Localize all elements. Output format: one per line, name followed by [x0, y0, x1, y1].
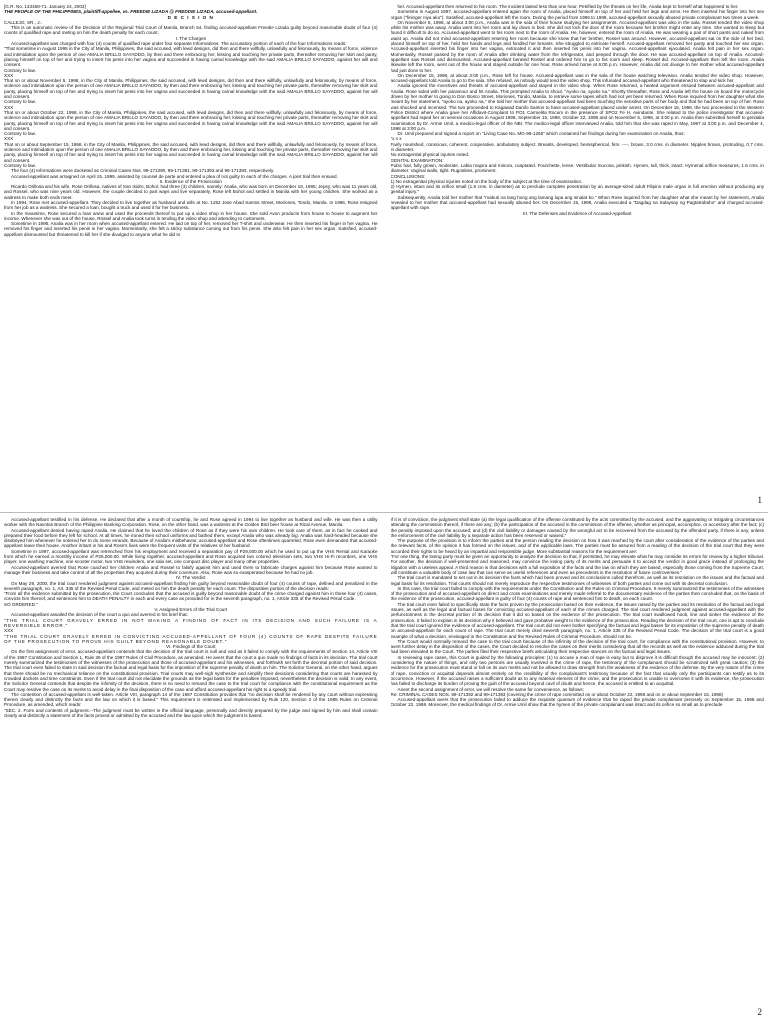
paragraph: 2) Hymen, intact and its orifice small (1.5 cms. in diameter) as to preclude complete penetration by an average-sized adult Filipino male organ in full erection without producing any genital injury." — [390, 184, 764, 195]
decision-heading: D E C I S I O N — [167, 14, 214, 20]
paragraph: Sometime in 1997, accused-appellant was retrenched from his employment and received a separation pay of P29,000.00 which he used to put up the VHS Rental and Karaoke from which he earned a monthly income of P25,000.00. While living together, accused-appellant and Rose acquired two colored television sets, two VHS Hi-Fi recorders, one VHS player, one washing machine, one scooter motor, two VHS rewinders, one sala set, one compact disc player and many other properties. — [4, 548, 378, 565]
page-1-left-column — [4, 4, 378, 494]
paragraph: Contrary to law. — [4, 99, 36, 105]
paragraph: "For one thing, the losing party must be given an opportunity to analyze the decision so that, if permitted, he may elevate what he may consider its errors for review by a higher tribunal. For another, the decision if well-presented and reasoned, may convince the losing party of its merits and persuade it to accept the verdict in good grace instead of prolonging the litigation with a useless appeal. A third reason is that decisions with a full exposition of the facts and the law on which they are based, especially those coming from the Supreme Court, will constitute a valuable body of case law that can serve as useful references and even as precedents in the resolution of future controversies." — [390, 554, 764, 575]
paragraph: her. Accused-appellant then returned to his room. The incident lasted less than one hour. Petrified by the threats on her life, Analia kept to herself what happened to her. — [397, 4, 739, 9]
page-number: 2 — [757, 1007, 762, 1017]
page-2-right-column — [391, 517, 765, 1007]
page-number: 1 — [757, 495, 762, 505]
paragraph: In this case, the trial court failed to comply with the requirements under the Constitution and the Rules on Criminal Procedure. It merely summarized the testimonies of the witnesses of the prosecution and of accused-appellant on direct and cross examinations and merely made referral to the documentary evidence of the parties then concluded that, on the basis of the evidence of the prosecution, accused-appellant is guilty of four (4) counts of rape and sentenced him to death, on each count. — [390, 585, 764, 602]
paragraph: Dr. Umil prepared and signed a report on "Living Case No. MG-98-1265" which contained her findings during her examination on Analia, thus: — [397, 131, 685, 137]
paragraph: The trial court is mandated to set out in its decision the facts which had been proved and its conclusions culled therefrom, as well as its resolution on the issues and the factual and legal basis for its resolution. Trial courts should not merely reproduce the respective testimonies of witnesses of both parties and come out with its decretal conclusion. — [390, 575, 764, 586]
section-heading: II. Evidence of the Prosecution — [159, 178, 222, 184]
paragraph: CALLEJO, SR., J.: — [4, 19, 43, 25]
paragraph: SO ORDERED." — [4, 601, 38, 607]
section-heading: III. The Defenses and Evidence of Accused-Appellant — [523, 210, 632, 216]
paragraph: "From all the evidence submitted by the prosecution, the Court concludes that the accused is guilty beyond reasonable doubt of the crime charged against him in these four (4) cases, convicts him thereof, and sentences him to DEATH PENALTY in each and every case as provided for in the seventh paragraph, no. 1, Article 335 of the Revised Penal Code. — [4, 591, 378, 602]
paragraph: No extragenital physical injuries noted. — [390, 152, 470, 158]
paragraph: The purpose of the provision is to inform the parties and the person reading the decision on how it was reached by the court after consideration of the evidence of the parties and the relevant facts, of the opinion it has formed on the issues, and of the applicable laws. The parties must be assured from a reading of the decision of the trial court that they were accorded their rights to be heard by an impartial and responsible judge. More substantial reasons for the requirement are: — [390, 538, 764, 554]
paragraph: The contention of accused-appellant is well-taken. Article VIII, paragraph 14 of the 1987 Constitution provides that "no decision shall be rendered by any court without expressing therein clearly and distinctly the facts and the law on which it is based." This requirement is reiterated and implemented by Rule 120, Section 2 of the 1985 Rules on Criminal Procedure, as amended, which reads: — [4, 691, 378, 708]
paragraph: XXX — [4, 72, 14, 78]
paragraph: In 1994, Rose met accused-appellant. They decided to live together as husband and wife at No. 1252 Jose Abad Santos Street, Moriones, Tondo, Manila. In 1996, Rose resigned from her job as a waitress. She secured a loan, bought a truck and used it for her business. — [4, 199, 378, 211]
paragraph: Contrary to law. — [4, 67, 36, 73]
paragraph: If it is of conviction, the judgment shall state (a) the legal qualification of the offense constituted by the acts committed by the accused, and the aggravating or mitigating circumstances attending the commission thereof, if there are any; (b) the participation of the accused in the commission of the offense, whether as principal, accomplice, or accessory after the fact; (c) the penalty imposed upon the accused; and (d) the civil liability or damages caused by the wrongful act to be recovered from the accused by the offended party, if there is any, unless the enforcement of the civil liability by a separate action has been reserved or waived." — [390, 517, 764, 538]
assigned-error: "THE TRIAL COURT GRAVELY ERRED IN NOT MAKING A FINDING OF FACT IN ITS DECISION AND SUCH FAILURE IS A REVERSIBLE ERROR." — [4, 617, 378, 628]
paragraph: GENITAL EXAMINATION: — [390, 157, 444, 163]
section-heading: IV. The Verdict — [175, 575, 206, 581]
paragraph: Accused-appellant averred that Rose coached her children Analia and Rossel to falsify against him and used them to fabricate charges against him because Rose wanted to manage their business and take control of all the properties they acquired during their coverture. Also, Rose was so exasperated because he had no job. — [4, 564, 378, 575]
paragraph: Accused-appellant was charged with four (4) counts of qualified rape under four separate Informations. The accusatory portion of each of the four Informations reads: — [11, 41, 347, 47]
paragraph: That on or about November 5, 1998, in the City of Manila, Philippines, the said accused, with lewd designs, did then and there willfully, unlawfully and feloniously, by means of force, violence and intimidation upon the person of one AMALIA BRILLO SAYADDO, by then and there embracing her, kissing and touching her private parts, thereafter removing her skirt and panty, placing himself on top of her and trying to insert his penis into her vagina and succeeded in having carnal knowledge with the said AMALIA BRILLO SAYADDO, against her will and consent. — [4, 78, 378, 100]
paragraph: The trial court even failed to specifically state the facts proven by the prosecution based on their evidence, the issues raised by the parties and its resolution of the factual and legal issues, as well as the legal and factual bases for convicting accused-appellant of each of the crimes charged. The trial court rendered judgment against accused-appellant with the perfunctoriness in the decretal portion of its decision that it did so based on the evidence of the prosecution. The trial court swallowed hook, line and sinker the evidence of the prosecution. It failed to explain in its decision why it believed and gave probative weight to the evidence of the prosecution. Reading the decision of the trial court, one is apt to conclude that the trial court ignored the evidence of accused-appellant. The trial court did not even bother specifying the factual and legal bases for its imposition of the supreme penalty of death on accused-appellant for each count of rape. The trial court merely cited seventh paragraph, no. 1, Article 335 of the Revised Penal Code. The decision of the trial court is a good example of what a decision, envisaged in the Constitution and the Revised Rules of Criminal Procedure, should not be. — [390, 601, 764, 639]
paragraph: Accused-appellant denied having raped Analia. He claimed that he loved the children of Rose as if they were his own children. He took care of them, as in fact he cooked and prepared their food before they left for school. At all times, he ironed their school uniforms and bathed them, except Analia who was already big. Analia was hard-headed because she disobeyed him whenever he ordered her to do some errands. Because of Analia's misbehavior, accused-appellant and Rose oftentimes quarreled. Rose even demanded that accused-appellant leave their house. Another irritant in his and Rose's lives were the frequent visits of the relatives of her husband. — [4, 527, 378, 549]
page-2-left-column — [4, 517, 378, 1007]
paragraph: Fairly nourished, conscious, coherent, cooperative, ambulatory subject. Breasts, developed, hemispherical, firm. ----, brown, 3.0 cms. in diameter. Nipples brown, protruding, 0.7 cms. in diameter. — [390, 141, 764, 153]
paragraph: CONCLUSIONS: — [390, 173, 426, 179]
paragraph: On December 15, 1998, at about 3:00 p.m., Rose left for house. Accused-appellant was in the sala of the house watching television. Analia tended the video shop. However, accused-appellant told Analia to go to the sala. She refused, as nobody would tend the video shop. This infuriated accused-appellant who threatened to slap and kick her. — [390, 72, 764, 84]
paragraph: XXX — [4, 104, 14, 110]
paragraph: The Court would normally remand the case to the trial court because of the infirmity of the decision of the trial court, for compliance with the constitutional provision. However, to avert further delay in the disposition of the cases, the Court decided to resolve the cases on their merits considering that all the records as well as the evidence adduced during the trial had been elevated to the Court. The parties filed their respective briefs articulating their respective stances on the factual and legal issues. — [390, 638, 764, 655]
paragraph: That on or about October 22, 1998, in the City of Manila, Philippines, the said accused, with lewd designs, did then and there willfully, unlawfully and feloniously, by means of force, violence and intimidation upon the person of one AMALIA BRILLO SAYADDO, by then and there embracing her, kissing and touching her private parts, thereafter removing her skirt and panty, placing himself on top of her and trying to insert his penis into her vagina and succeeded in having carnal knowledge with the said AMALIA BRILLO SAYADDO, against her will and consent. — [4, 109, 378, 131]
section-heading: VI. Findings of the Court — [165, 644, 216, 650]
paragraph: Contrary to law. — [4, 131, 36, 137]
paragraph: Re: CRIMINAL CASES NOS. 99-171392 and 99-171393 (covering the crime of rape committed on or about October 22, 1998 and on or about September 15, 1998) — [390, 691, 724, 697]
page-2 — [0, 512, 768, 1024]
section-heading: V. Assigned Errors of the Trial Court — [154, 607, 228, 613]
paragraph: XXX — [4, 628, 14, 634]
paragraph: That on or about September 15, 1998, in the City of Manila, Philippines, the said accused, with lewd designs, did then and there willfully, unlawfully and feloniously, by means of force, violence and intimidation upon the person of one AMALIA BRILLO SAYADDO, by then and there embracing her, kissing and touching her private parts, thereafter removing her skirt and panty, placing himself on top of her and trying to insert his penis into her vagina and succeeded in having carnal knowledge with the said AMALIA BRILLO SAYADDO, against her will and consent. — [4, 141, 378, 163]
assigned-error: "THE TRIAL COURT GRAVELY ERRED IN CONVICTING ACCUSED-APPELLANT OF FOUR (4) COUNTS OF RAPE DESPITE FAILURE OF THE PROSECUTION TO PROVE HIS GUILT BEYOND REASONABLE DOUBT." — [4, 633, 378, 644]
paragraph: "That sometime in August 1998 in the City of Manila, Philippines, the said accused, with lewd designs, did then and there willfully, unlawfully and feloniously, by means of force, violence and intimidation upon the person of one AMALIA BRILLO SAYADDO, by then and there embracing her, kissing and touching her private parts, thereafter removing her skirt and panty, placing himself on top of her and trying to insert his penis into her vagina and succeeded in having carnal knowledge with the said AMALIA BRILLO SAYADDO, against her will and consent. — [4, 46, 378, 68]
paragraph: The four (4) Informations were docketed as Criminal Cases Nos. 99-171390, 99-171391, 99-171392 and 99-171393, respectively. — [11, 168, 275, 174]
paragraph: Sometime in 1996, Analia was in her room when accused-appellant entered. He laid on top of her, removed her T-shirt and underwear. He then inserted his finger in her vagina. He removed his finger and inserted his penis in her vagina. Momentarily, she felt a sticky substance coming out from his penis. She also felt pain in her sex organ. Satisfied, accused-appellant dismounted but threatened to kill her if she divulged to anyone what he did to — [4, 221, 378, 237]
paragraph: Anent the second assignment of error, we will resolve the same for convenience, as follows: — [397, 686, 584, 692]
paragraph: This is an automatic review of the Decision of the Regional Trial Court of Manila, Branch 54, finding accused-appellant Freedie Lizada guilty beyond reasonable doubt of four (4) counts of qualified rape and meting on him the death penalty for each count. — [4, 25, 378, 36]
paragraph: In the meantime, Rose secured a loan anew and used the proceeds thereof to put up a video shop in her house. She sold Avon products from house to house to augment her income. Whenever she was out of the house, Rossel and Analia took turns in tending the video shop and attending to customers. — [4, 210, 378, 221]
section-heading: I. The Charges — [175, 35, 206, 41]
paragraph: Accused-appellant was arraigned on April 15, 1999, assisted by counsel de parte and entered a plea of not guilty to each of the charges. A joint trial then ensued. — [11, 173, 338, 179]
paragraph: Subsequently, Analia told her mother that "mabuti na lang hong ang lamang lupa ang sinalat ko." When Rose inquired from her daughter what she meant by her statement, Analia revealed to her mother that accused-appellant had sexually abused her. On December 15, 1998, Analia executed a "Dagdag na Salaysay ng Pagtatrabaho" and charged accused-appellant with rape. — [390, 194, 764, 211]
paragraph: Accused-appellant testified in his defense. He declared that after a month of courtship, he and Rose agreed in 1994 to live together as husband and wife. He was then a utility worker with the Navotas Branch of the Philippine Banking Corporation. Rose, on the other hand, was a waitress at the Golden Bird beer house at Rizal Avenue, Manila. — [4, 517, 378, 528]
paragraph: "SEC. 2. Form and contents of judgment.--The judgment must be written in the official language, personally and directly prepared by the judge and signed by him and shall contain clearly and distinctly a statement of the facts proved or admitted by the accused and the law upon which the judgment is based. — [4, 707, 378, 718]
paragraph: On the first assignment of error, accused-appellant contends that the decision of the trial court is null and void as it failed to comply with the requirements of Section 14, Article VIII of the 1987 Constitution and Section 1, Rule 36 of the 1997 Rules of Civil Procedure, as amended. He avers that the court a quo made no findings of facts in its decision. The trial court merely summarized the testimonies of the witnesses of the prosecution and those of accused-appellant and his witnesses, and forthwith set forth the decretal portion of said decision. The trial court even failed to state in said decision the factual and legal basis for the imposition of the supreme penalty of death on him. The Solicitor General, on the other hand, argues that there should be no mechanical reliance on the constitutional provision. Trial courts may well-nigh synthesize and simplify their decisions considering that courts are harassed by crowded dockets and time constraints. Even if the trial court did not elucidate the grounds as the legal basis for the penalties imposed, nevertheless the decision is valid. In any event, the Solicitor General contends that despite the infirmity of the decision, there is no need to remand the case to the trial court for compliance with the constitutional requirement as the Court may resolve the case on its merits to avoid delay in the final disposition of the case and afford accused-appellant his right to a speedy trial. — [4, 649, 378, 692]
paragraph: "x x x — [390, 136, 402, 142]
paragraph: On November 5, 1998, at about 3:00 p.m., Analia was in the sala of their house studying her assignments. Accused-appellant was also in the sala. Rossel tended the video shop while his mother was away. Analia went into her room and lay down in bed. She did not lock the door of the room because her brother might enter any time. She wanted to sleep but found it difficult to do so. Accused-appellant went to his room next to the room of Analia. He, however, entered the room of Analia. He was wearing a pair of short pants and naked from waist up. Analia did not mind accused-appellant entering her room because she knew that her brother, Rossel was around. However, accused-appellant sat on the side of her bed, placed himself on top of her, held her hands and legs and fondled her breasts. She struggled to extricate herself. Accused-appellant removed her panty and touched her sex organ. Accused-appellant inserted his finger into her vagina, extricated it and then inserted his penis into her vagina. Accused-appellant ejaculated. Analia felt pain in her sex organ. Momentarily, Rossel passed by the room of Analia after drinking water from the refrigerator, and peeped through the door. He saw accused-appellant on top of Analia. Accused-appellant saw Rossel and dismounted. Accused-appellant berated Rossel and ordered him to go to his room and sleep. Rossel did. Accused-appellant then left the room. Analia likewise left the room, went out of the house and stayed outside for one hour. Rose arrived home at 6:00 p.m. However, Analia did not divulge to her mother what accused-appellant had just done to her. — [390, 19, 764, 73]
paragraph: Ricardo Orillosa and his wife, Rose Orillosa, natives of San Isidro, Bohol, had three (3) children, namely: Analia, who was born on December 18, 1985; Jepsy, who was 11 years old, and Rossel, who was nine years old. However, the couple decided to part ways and live separately. Rose left Bohol and settled in Manila with her young children. She worked as a waitress to make both ends meet. — [4, 184, 378, 200]
case-title: THE PEOPLE OF THE PHILIPPINES, plaintiff-appellee, vs. FREEDIE LIZADA @ FREDDIE LIZADA, accused-appellant. — [4, 9, 258, 15]
paragraph: XXX — [4, 136, 14, 142]
paragraph: 1) No extragenital physical injuries noted on the body of the subject at the time of examination. — [390, 178, 583, 184]
paragraph: Sometime in August 1997, accused-appellant entered again the room of Analia, placed himself on top of her and held her legs and arms. He then inserted his finger into her sex organ ("fininger niya ako"). Satisfied, accused-appellant left the room. During the period from 1996 to 1998, accused-appellant sexually abused private complainant two times a week. — [390, 9, 764, 20]
paragraph: Accused-appellant avers that the prosecution failed to adduce the requisite quantum of evidence that he raped the private complainant precisely on September 15, 1998 and October 22, 1998. Moreover, the medical findings of Dr. Armie Umil show that the hymen of the private complainant was intact and its orifice so small as to preclude — [390, 697, 764, 708]
case-header: [G.R. No. 143468-71. January 24, 2003] — [4, 4, 86, 9]
paragraph: On May 29, 2000, the trial court rendered judgment against accused-appellant finding him guilty beyond reasonable doubt of four (4) counts of rape, defined and penalized in the seventh paragraph, no. 1, Art. 335 of the Revised Penal Code, and meted on him the death penalty for each count. The dispositive portion of the decision reads: — [4, 580, 378, 591]
page-1-right-column — [391, 4, 765, 494]
paragraph: Pubic hair, fully grown, moderate. Labia majora and minora, coaptated. Fourchette, lense. Vestibular mucosa, pinkish. Hymen, tall, thick, intact. Hymenal orifice measures, 1.5 cms. in diameter. Vaginal walls, tight. Rugosities, prominent. — [390, 162, 764, 174]
paragraph: In reviewing rape cases, this Court is guided by the following principles: (1) to accuse a man of rape is easy but to disprove it is difficult though the accused may be innocent; (2) considering the nature of things, and only two persons are usually involved in the crime of rape, the testimony of the complainant should be scrutinized with great caution; (3) the evidence for the prosecution must stand or fall on its own merits and not be allowed to draw strength from the weakness of the evidence of the defense. By the very nature of the crime of rape, conviction or acquittal depends almost entirely on the credibility of the complainant's testimony because of the fact that usually only the participants can testify as to its occurrence. However, if the accused raises a sufficient doubt as to any material element of the crime, and the prosecution is unable to overcome it with its evidence, the prosecution has failed to discharge its burden of proving the guilt of the accused beyond cavil of doubt and hence, the accused is entitled to an acquittal. — [390, 654, 764, 687]
paragraph: Accused-appellant assailed the decision of the court a quo and averred in his brief that: — [11, 612, 188, 618]
paragraph: Analia ignored the invectives and threats of accused-appellant and stayed in the video shop. When Rose returned, a heated argument ensued between accused-appellant and Analia. Rose sided with her paramour and hit Analia. This prompted Analia to shout. "Ayoko na, ayoko na." Shortly thereafter, Rose and Analia left the house on board the motorcycle driven by her mother to going to Don Bosco Street, Moriones, Tondo, Manila, to retrieve some tapes which had not yet been returned. When Rose inquired from her daughter what she meant by her statement, "ayoko na, ayoko na," she told her mother that accused-appellant had been touching the sensitive parts of her body and that he had been on top of her. Rose was shocked and incensed. The two proceeded to Kagawad Danilo Santos to have accused-appellant placed under arrest. On December 16, 1998, the two proceeded to the Western Police District where Analia gave her Affidavit-Complaint to PO1 Carmelita Rocum in the presence of SPO2 Fe H. Avindante. She related to the police investigator that accused-appellant had raped her on several occasions in August 1998, September 15, 1998, October 22, 1998 and on November 5, 1998, at 3:00 p.m. Analia then submitted herself to genitalia examination by Dr. Armie Umil, a medico-legal officer of the NBI. The medico-legal officer interviewed Analia, told him that she was raped in May, 1997 at 3:00 p.m. and December 4, 1998 at 3:00 p.m. — [390, 83, 764, 131]
paragraph: Contrary to law. — [4, 162, 36, 168]
